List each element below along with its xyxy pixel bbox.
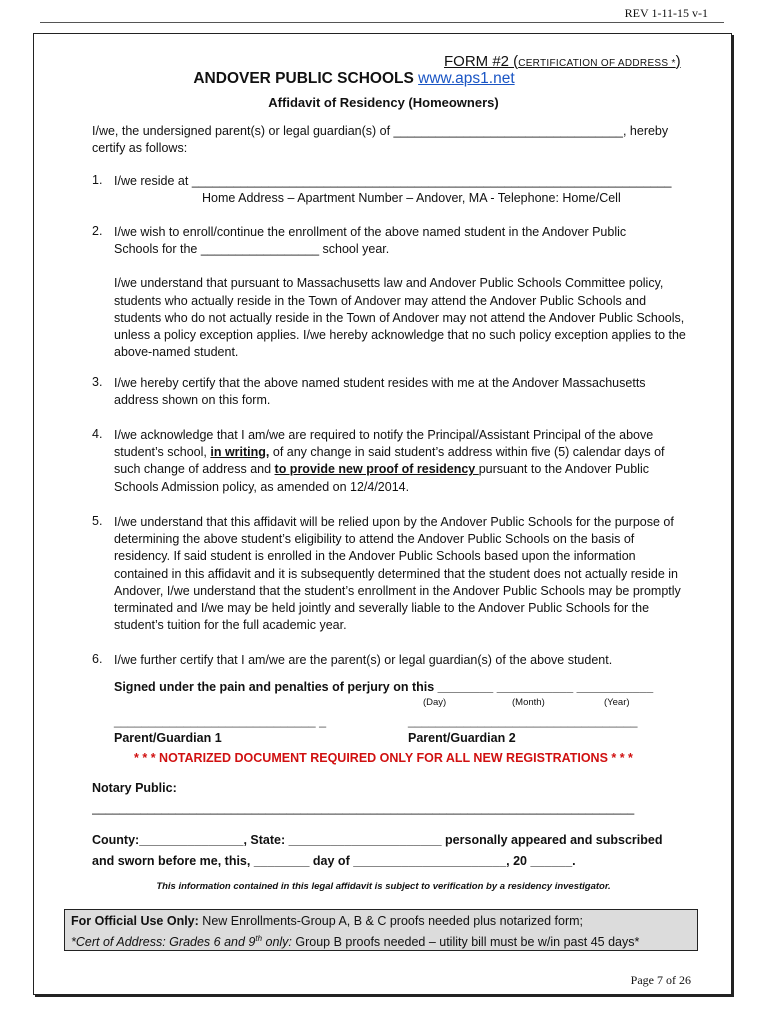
item-number-5: 5.: [92, 514, 103, 528]
item-number-4: 4.: [92, 427, 103, 441]
school-website-link[interactable]: www.aps1.net: [418, 70, 515, 87]
header-rule: [40, 22, 724, 23]
guardian-2-signature-line: _________________________________: [408, 714, 638, 728]
item-3: I/we hereby certify that the above named student resides with me at the Andover Massachusetts address shown on this form.: [114, 376, 646, 408]
item-number-6: 6.: [92, 652, 103, 666]
notary-line: ______________________________________________________________________________: [92, 801, 635, 815]
page-number: Page 7 of 26: [630, 973, 691, 987]
sworn-line: and sworn before me, this, ________ day of ______________________, 20 ______.: [92, 854, 576, 868]
guardian-1-label: Parent/Guardian 1: [114, 731, 222, 745]
month-label: (Month): [512, 697, 545, 708]
item-number-2: 2.: [92, 224, 103, 238]
county-line: County:_______________, State: ______________________ personally appeared and subscribed: [92, 833, 663, 847]
official-use-box: For Official Use Only: New Enrollments-Group A, B & C proofs needed plus notarized form; *Cert of Address: Grades 6 and 9th only: Group B proofs needed – utility bill must be w/in past 45 days*: [64, 909, 698, 951]
item-number-1: 1.: [92, 173, 103, 187]
item-4: I/we acknowledge that I am/we are required to notify the Principal/Assistant Principal of the above student’s school, in writing, of any change in said student’s address within five (5) calendar days of such change of address and to provide new proof of residency pursuant to the Andover Public Schools Admission policy, as amended on 12/4/2014.: [114, 428, 665, 494]
item-5: I/we understand that this affidavit will be relied upon by the Andover Public Schools for the purpose of determining the above student’s eligibility to attend the Andover Public Schools on the basis of residency. If said student is enrolled in the Andover Public Schools based upon the information contained in this affidavit and it is subsequently determined that the student does not actually reside in Andover, I/we understand that the student’s enrollment in the Andover Public Schools may be promptly terminated and I/we may be held jointly and severally liable to the Andover Public Schools for the student’s tuition for the full academic year.: [114, 515, 681, 633]
item-number-3: 3.: [92, 375, 103, 389]
item-2-policy: I/we understand that pursuant to Massachusetts law and Andover Public Schools Committee policy, students who actually reside in the Town of Andover may attend the Andover Public Schools and students who do not actually reside in the Town of Andover may not attend the Andover Public Schools, unless a policy exception applies. I/we hereby acknowledge that no such policy exception applies to the above-named student.: [114, 276, 686, 360]
year-label: (Year): [604, 697, 630, 708]
notarized-notice: * * * NOTARIZED DOCUMENT REQUIRED ONLY FOR ALL NEW REGISTRATIONS * * *: [134, 751, 633, 765]
item-1: I/we reside at _____________________________________________________________________ Home Address – Apartment Number – Andover, MA - Telephone: Home/Cell: [114, 173, 689, 207]
address-caption: Home Address – Apartment Number – Andover, MA - Telephone: Home/Cell: [202, 191, 621, 206]
guardian-1-signature-line: _____________________________ _: [114, 714, 327, 728]
verification-disclaimer: This information contained in this legal affidavit is subject to verification by a residency investigator.: [156, 881, 611, 892]
page-title: ANDOVER PUBLIC SCHOOLS www.aps1.net: [193, 70, 515, 87]
intro-text: I/we, the undersigned parent(s) or legal guardian(s) of _________________________________, hereby certify as follows:: [92, 124, 669, 156]
day-label: (Day): [423, 697, 447, 708]
form-number: FORM #2 (CERTIFICATION OF ADDRESS *): [444, 53, 681, 70]
revision-label: REV 1-11-15 v-1: [624, 6, 708, 20]
item-2: I/we wish to enroll/continue the enrollment of the above named student in the Andover Public Schools for the _________________ school year. I/we understand that pursuant to Massachusetts law and Andover Public Schools Committee policy, students who actually reside in the Town of Andover may attend the Andover Public Schools and students who do not actually reside in the Town of Andover may not attend the Andover Public Schools, unless a policy exception applies. I/we hereby acknowledge that no such policy exception applies to the above-named student.: [114, 224, 689, 361]
guardian-2-label: Parent/Guardian 2: [408, 731, 516, 745]
signature-line: Signed under the pain and penalties of perjury on this ________ ___________ ___________: [114, 680, 654, 694]
notary-label: Notary Public:: [92, 781, 177, 795]
form-subtitle: Affidavit of Residency (Homeowners): [268, 95, 499, 110]
form-frame: [33, 33, 732, 995]
item-6: I/we further certify that I am/we are the parent(s) or legal guardian(s) of the above student.: [114, 653, 613, 667]
